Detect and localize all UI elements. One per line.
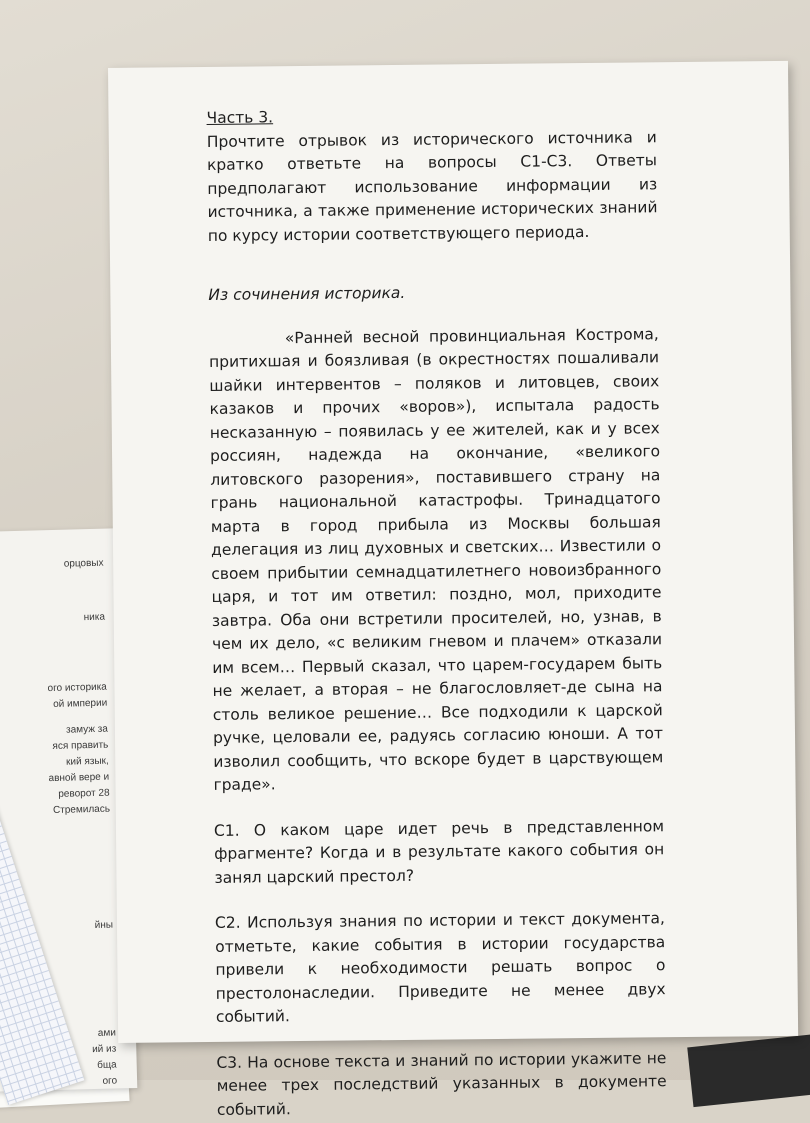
source-quote: «Ранней весной провинциальная Кострома, притихшая и боязливая (в окрестностях пошаливали шайки интервентов – поляков и литовцев, своих казаков и прочих «воров»), испытала радость несказанную – появилась у ее жителей, как и у всех россиян, надежда на окончание, «великого литовского разорения», поставившего страну на грань национальной катастрофы. Тринадцатого марта в город прибыла из Москвы большая делегация из лиц духовных и светских… Известили о своем прибытии семнадцатилетнего новоизбранного царя, и тот им ответил: поздно, мол, приходите завтра. Оба они встретили просителей, но, узнав, в чем их дело, «с великим гневом и плачем» отказали им всем… Первый сказал, что царем-государем быть не желает, а вторая – не благословляет-де сына на столь великое решение… Все подходили к царской ручке, целовали ее, радуясь согласию юноши. А тот изволил сообщить, что вскоре будет в царствующем граде». bbox=[208, 324, 664, 794]
question-c1: С1. О каком царе идет речь в представленном фрагменте? Когда и в результате какого события он занял царский престол? bbox=[213, 816, 665, 887]
background-text-fragment: ами bbox=[97, 1027, 117, 1039]
document-page bbox=[108, 61, 798, 1119]
background-text-fragment: авной вере и bbox=[48, 771, 110, 785]
document-content bbox=[206, 102, 667, 1122]
background-text-fragment: орцовых bbox=[63, 557, 104, 570]
instructions-paragraph: Прочтите отрывок из исторического источника и кратко ответьте на вопросы С1-С3. Ответы предполагают использование информации из источника, а также применение исторических знаний по курсу истории соответствующего периода. bbox=[206, 127, 658, 245]
background-text-fragment: ий из bbox=[92, 1043, 117, 1056]
part-title: Часть 3. bbox=[206, 108, 274, 127]
question-c2: С2. Используя знания по истории и текст документа, отметьте, какие события в истории государства привели к необходимости решать вопрос о престолонаследии. Приведите не менее двух событий. bbox=[214, 909, 666, 1026]
background-text-fragment: Стремилась bbox=[52, 803, 111, 817]
background-text-fragment: яся править bbox=[52, 739, 109, 753]
background-text-fragment: йны bbox=[94, 919, 114, 931]
background-text-fragment: замуж за bbox=[65, 723, 109, 736]
background-text-fragment: ого историка bbox=[47, 681, 107, 695]
source-title: Из сочинения историка. bbox=[208, 283, 406, 304]
background-text-fragment: ого bbox=[102, 1075, 118, 1087]
background-text-fragment: реворот 28 bbox=[58, 787, 110, 800]
background-text-fragment: ой империи bbox=[52, 697, 108, 711]
question-c3: С3. На основе текста и знаний по истории укажите не менее трех последствий указанных в документе событий. bbox=[216, 1048, 667, 1119]
background-text-fragment: кий язык, bbox=[65, 755, 109, 768]
background-text-fragment: ника bbox=[83, 611, 106, 624]
background-text-fragment: бща bbox=[97, 1059, 117, 1071]
